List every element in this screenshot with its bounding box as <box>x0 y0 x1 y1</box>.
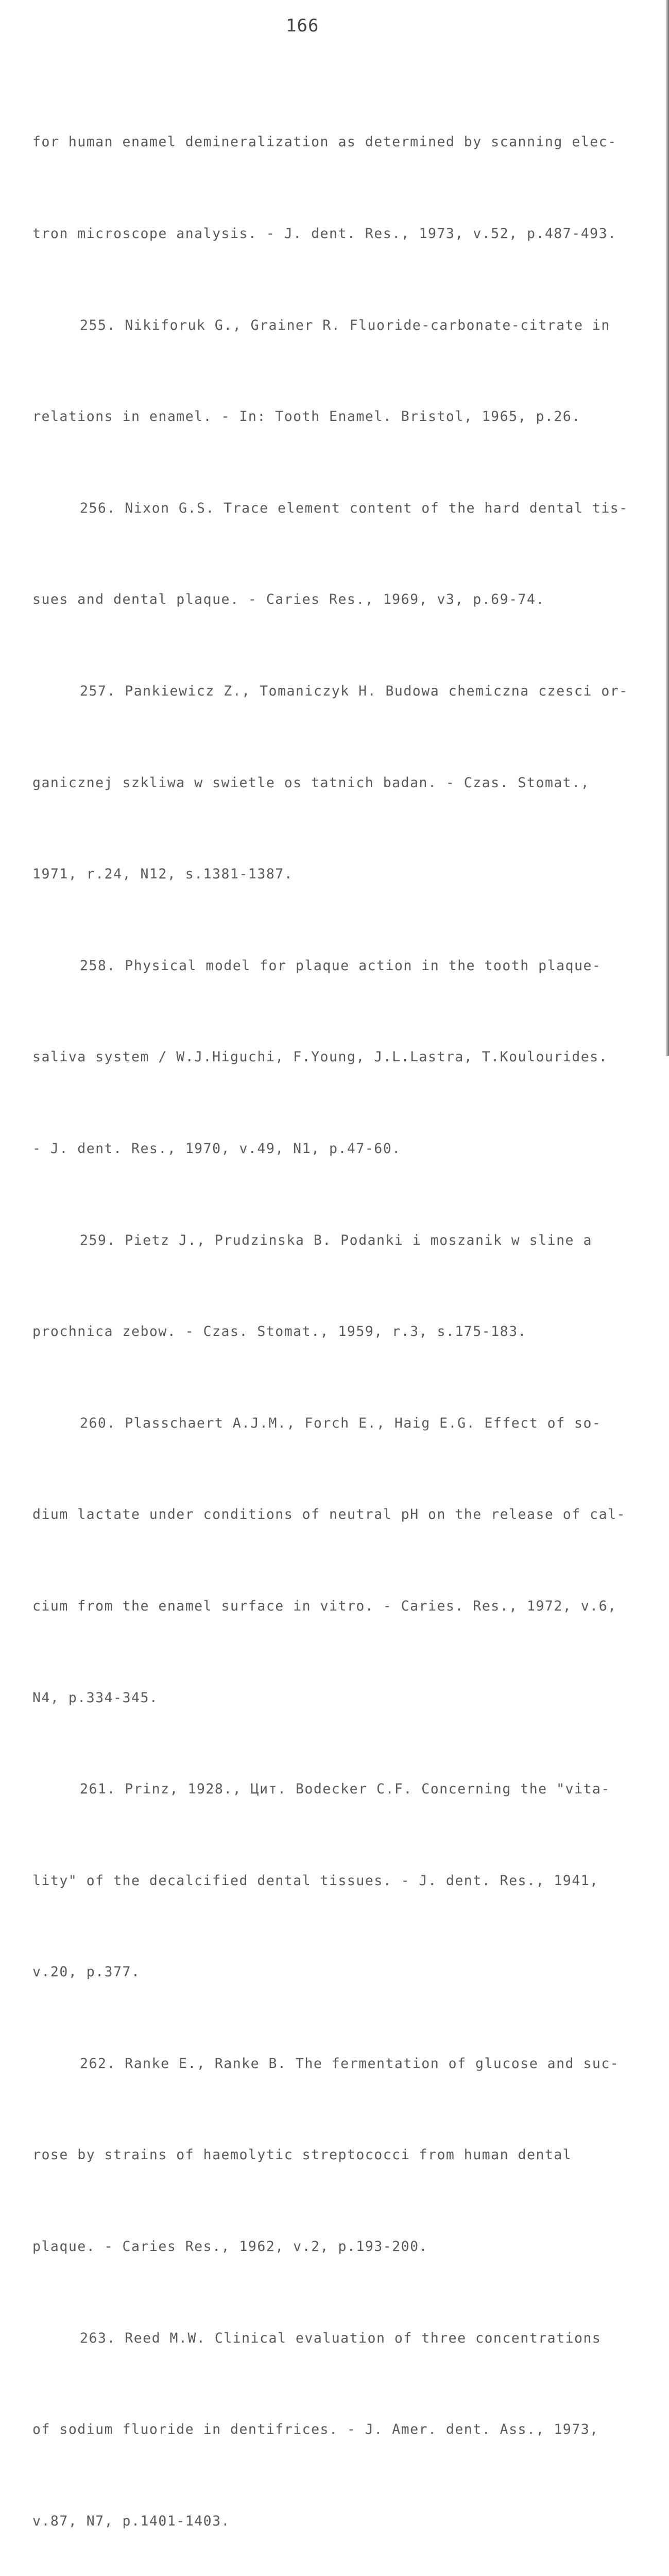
text-line: lity" of the decalcified dental tissues. - J. dent. Res., 1941, <box>32 1872 599 1889</box>
text-line: cium from the enamel surface in vitro. - Caries. Res., 1972, v.6, <box>32 1598 617 1614</box>
text-line: dium lactate under conditions of neutral pH on the release of cal- <box>32 1506 626 1523</box>
text-line: plaque. - Caries Res., 1962, v.2, p.193-200. <box>32 2239 428 2255</box>
reference-list <box>32 66 645 2576</box>
text-line: sues and dental plaque. - Caries Res., 1969, v3, p.69-74. <box>32 591 545 608</box>
text-line: - J. dent. Res., 1970, v.49, N1, p.47-60. <box>32 1140 401 1157</box>
reference-255: 255. Nikiforuk G., Grainer R. Fluoride-carbonate-citrate in <box>80 317 610 333</box>
page-edge-shadow <box>666 0 669 1056</box>
reference-257: 257. Pankiewicz Z., Tomaniczyk H. Budowa chemiczna czesci or- <box>80 683 628 699</box>
text-line: for human enamel demineralization as determined by scanning elec- <box>32 134 617 150</box>
text-line: saliva system / W.J.Higuchi, F.Young, J.L.Lastra, T.Koulourides. <box>32 1049 608 1065</box>
text-line: of sodium fluoride in dentifrices. - J. Amer. dent. Ass., 1973, <box>32 2421 599 2438</box>
text-line: relations in enamel. - In: Tooth Enamel. Bristol, 1965, p.26. <box>32 409 581 425</box>
text-line: ganicznej szkliwa w swietle os tatnich badan. - Czas. Stomat., <box>32 774 590 791</box>
text-line: tron microscope analysis. - J. dent. Res., 1973, v.52, p.487-493. <box>32 226 617 242</box>
reference-256: 256. Nixon G.S. Trace element content of the hard dental tis- <box>80 500 628 516</box>
reference-260: 260. Plasschaert A.J.M., Forch E., Haig E.G. Effect of so- <box>80 1415 602 1431</box>
reference-262: 262. Ranke E., Ranke B. The fermentation of glucose and suc- <box>80 2055 620 2072</box>
page-number: 166 <box>286 15 319 36</box>
text-line: 1971, r.24, N12, s.1381-1387. <box>32 866 294 883</box>
reference-259: 259. Pietz J., Prudzinska B. Podanki i moszanik w sline a <box>80 1232 592 1248</box>
reference-261: 261. Prinz, 1928., Цит. Bodecker C.F. Concerning the "vita- <box>80 1781 610 1798</box>
reference-258: 258. Physical model for plaque action in the tooth plaque- <box>80 957 602 974</box>
text-line: rose by strains of haemolytic streptococci from human dental <box>32 2147 572 2163</box>
text-line: v.20, p.377. <box>32 1964 141 1980</box>
text-line: v.87, N7, p.1401-1403. <box>32 2513 230 2529</box>
text-line: N4, p.334-345. <box>32 1689 159 1706</box>
reference-263: 263. Reed M.W. Clinical evaluation of three concentrations <box>80 2330 602 2346</box>
text-line: prochnica zebow. - Czas. Stomat., 1959, r.3, s.175-183. <box>32 1324 527 1340</box>
